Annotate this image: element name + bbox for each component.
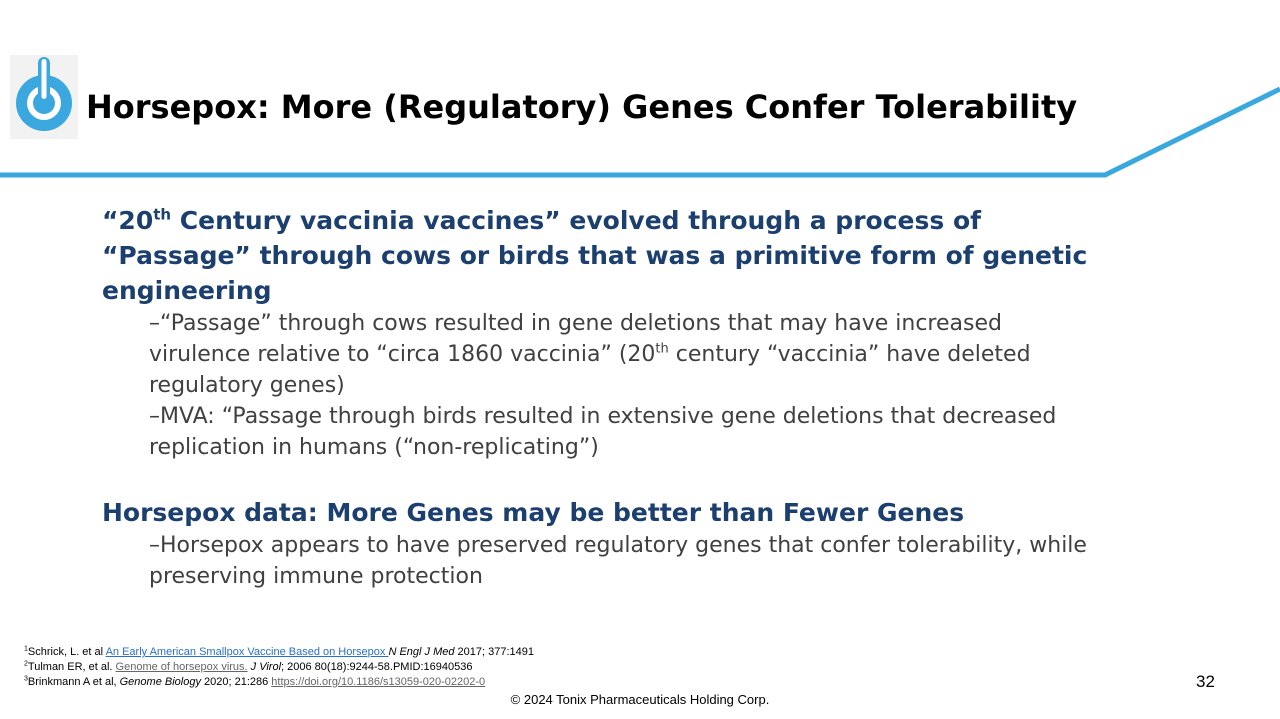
references xyxy=(24,645,534,690)
page-number: 32 xyxy=(1196,672,1215,691)
header-swoosh-line xyxy=(0,85,1280,185)
reference-3-link[interactable]: https://doi.org/10.1186/s13059-020-02202-0 xyxy=(271,676,486,688)
slide-title: Horsepox: More (Regulatory) Genes Confer Tolerability xyxy=(86,88,1078,126)
copyright-footer: © 2024 Tonix Pharmaceuticals Holding Corp. xyxy=(510,692,770,707)
reference-2: $^2$Tulman ER, et al. Genome of horsepox virus. J Virol; 2006 80(18):9244-58.PMID:16940536 xyxy=(24,660,473,673)
bullet-cows: –“Passage” through cows resulted in gene deletions that may have increased virulence relative to “circa 1860 vaccinia” (20th century “vaccinia” have deleted regulatory genes) xyxy=(149,311,1031,398)
bullet-mva: –MVA: “Passage through birds resulted in extensive gene deletions that decreased replication in humans (“non-replicating”) xyxy=(149,404,1057,460)
slide-content xyxy=(102,203,1102,592)
heading-passage: “20th Century vaccinia vaccines” evolved through a process of “Passage” through cows or birds that was a primitive form of genetic engineering xyxy=(102,205,1088,305)
bullet-horsepox: –Horsepox appears to have preserved regulatory genes that confer tolerability, while preserving immune protection xyxy=(149,533,1087,589)
reference-1: $^1$Schrick, L. et al An Early American Smallpox Vaccine Based on Horsepox N Engl J Med 2017; 377:1491 xyxy=(24,645,535,658)
reference-1-link[interactable]: An Early American Smallpox Vaccine Based on Horsepox xyxy=(105,646,389,658)
reference-3: $^3$Brinkmann A et al, Genome Biology 2020; 21:286 https://doi.org/10.1186/s13059-020-02202-0 xyxy=(24,675,486,688)
heading-horsepox-data: Horsepox data: More Genes may be better than Fewer Genes xyxy=(102,498,965,527)
reference-2-link[interactable]: Genome of horsepox virus. xyxy=(115,661,248,673)
